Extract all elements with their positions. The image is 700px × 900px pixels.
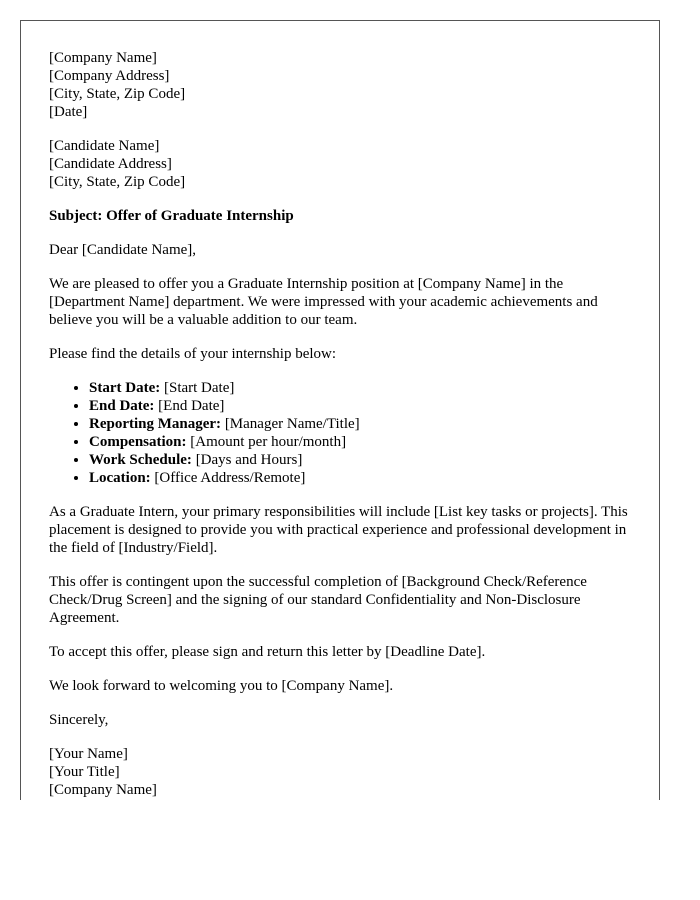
- signature-title: [Your Title]: [49, 764, 120, 780]
- signature-block: [49, 745, 631, 799]
- closing-paragraph: We look forward to welcoming you to [Company Name].: [49, 678, 394, 694]
- detail-label: End Date:: [89, 398, 155, 414]
- recipient-address-block: [49, 137, 631, 191]
- sender-company-name: [Company Name]: [49, 50, 157, 66]
- signoff: Sincerely,: [49, 712, 109, 728]
- detail-value: [Amount per hour/month]: [186, 434, 347, 450]
- detail-value: [Start Date]: [160, 380, 235, 396]
- detail-compensation: [89, 433, 631, 451]
- offer-letter: [20, 20, 660, 800]
- letter-date: [Date]: [49, 104, 88, 120]
- detail-value: [End Date]: [154, 398, 225, 414]
- recipient-address: [Candidate Address]: [49, 156, 172, 172]
- detail-location: [89, 469, 631, 487]
- detail-end-date: [89, 397, 631, 415]
- recipient-city-state-zip: [City, State, Zip Code]: [49, 174, 186, 190]
- signature-company: [Company Name]: [49, 782, 157, 798]
- detail-start-date: [89, 379, 631, 397]
- details-intro-paragraph: Please find the details of your internship below:: [49, 346, 337, 362]
- contingency-paragraph: This offer is contingent upon the successful completion of [Background Check/Reference Check/Drug Screen] and the signing of our standard Confidentiality and Non-Disclosure Agreement.: [49, 574, 587, 626]
- detail-label: Reporting Manager:: [89, 416, 222, 432]
- salutation: Dear [Candidate Name],: [49, 242, 197, 258]
- signature-name: [Your Name]: [49, 746, 128, 762]
- detail-value: [Days and Hours]: [191, 452, 303, 468]
- detail-value: [Manager Name/Title]: [221, 416, 360, 432]
- internship-details-list: [49, 379, 631, 487]
- detail-value: [Office Address/Remote]: [150, 470, 306, 486]
- detail-reporting-manager: [89, 415, 631, 433]
- sender-city-state-zip: [City, State, Zip Code]: [49, 86, 186, 102]
- detail-label: Work Schedule:: [89, 452, 192, 468]
- detail-label: Start Date:: [89, 380, 161, 396]
- acceptance-paragraph: To accept this offer, please sign and return this letter by [Deadline Date].: [49, 644, 486, 660]
- recipient-name: [Candidate Name]: [49, 138, 160, 154]
- detail-label: Location:: [89, 470, 151, 486]
- sender-company-address: [Company Address]: [49, 68, 170, 84]
- subject-line: Subject: Offer of Graduate Internship: [49, 208, 294, 224]
- responsibilities-paragraph: As a Graduate Intern, your primary responsibilities will include [List key tasks or projects]. This placement is designed to provide you with practical experience and professional development in the field of [Industry/Field].: [49, 504, 628, 556]
- intro-paragraph: We are pleased to offer you a Graduate Internship position at [Company Name] in the [Department Name] department. We were impressed with your academic achievements and believe you will be a valuable addition to our team.: [49, 276, 598, 328]
- detail-label: Compensation:: [89, 434, 187, 450]
- sender-address-block: [49, 49, 631, 121]
- detail-work-schedule: [89, 451, 631, 469]
